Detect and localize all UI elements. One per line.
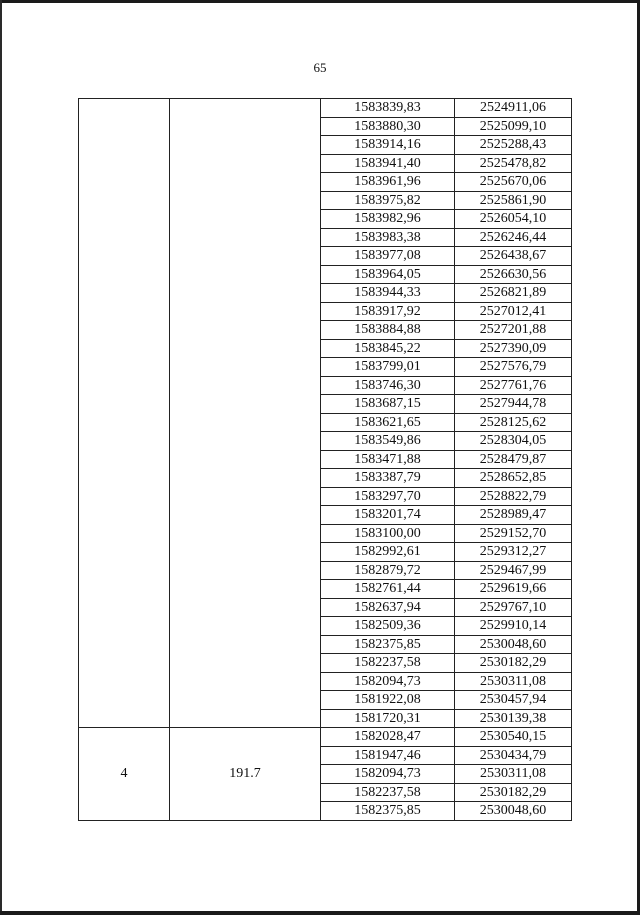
x-coordinate-cell: 1583297,70 <box>321 487 455 506</box>
y-coordinate-cell: 2530048,60 <box>455 802 572 821</box>
x-coordinate-cell: 1583746,30 <box>321 376 455 395</box>
y-coordinate-cell: 2526438,67 <box>455 247 572 266</box>
y-coordinate-cell: 2528304,05 <box>455 432 572 451</box>
table-row <box>79 728 572 747</box>
y-coordinate-cell: 2525478,82 <box>455 154 572 173</box>
x-coordinate-cell: 1582028,47 <box>321 728 455 747</box>
y-coordinate-cell: 2529767,10 <box>455 598 572 617</box>
x-coordinate-cell: 1582992,61 <box>321 543 455 562</box>
y-coordinate-cell: 2530311,08 <box>455 672 572 691</box>
scan-border-top <box>0 0 640 3</box>
x-coordinate-cell: 1582094,73 <box>321 672 455 691</box>
x-coordinate-cell: 1583964,05 <box>321 265 455 284</box>
x-coordinate-cell: 1583100,00 <box>321 524 455 543</box>
x-coordinate-cell: 1583549,86 <box>321 432 455 451</box>
y-coordinate-cell: 2529312,27 <box>455 543 572 562</box>
x-coordinate-cell: 1581720,31 <box>321 709 455 728</box>
x-coordinate-cell: 1583839,83 <box>321 99 455 118</box>
y-coordinate-cell: 2524911,06 <box>455 99 572 118</box>
x-coordinate-cell: 1582237,58 <box>321 654 455 673</box>
x-coordinate-cell: 1583880,30 <box>321 117 455 136</box>
x-coordinate-cell: 1583944,33 <box>321 284 455 303</box>
x-coordinate-cell: 1581922,08 <box>321 691 455 710</box>
y-coordinate-cell: 2527390,09 <box>455 339 572 358</box>
y-coordinate-cell: 2525099,10 <box>455 117 572 136</box>
x-coordinate-cell: 1582879,72 <box>321 561 455 580</box>
page-number: 65 <box>313 60 327 75</box>
y-coordinate-cell: 2526054,10 <box>455 210 572 229</box>
x-coordinate-cell: 1582375,85 <box>321 802 455 821</box>
scan-border-bottom <box>0 911 640 915</box>
x-coordinate-cell: 1582761,44 <box>321 580 455 599</box>
y-coordinate-cell: 2525670,06 <box>455 173 572 192</box>
x-coordinate-cell: 1583845,22 <box>321 339 455 358</box>
x-coordinate-cell: 1583914,16 <box>321 136 455 155</box>
y-coordinate-cell: 2530139,38 <box>455 709 572 728</box>
y-coordinate-cell: 2529619,66 <box>455 580 572 599</box>
y-coordinate-cell: 2528479,87 <box>455 450 572 469</box>
y-coordinate-cell: 2530048,60 <box>455 635 572 654</box>
y-coordinate-cell: 2529152,70 <box>455 524 572 543</box>
x-coordinate-cell: 1583799,01 <box>321 358 455 377</box>
y-coordinate-cell: 2526246,44 <box>455 228 572 247</box>
y-coordinate-cell: 2527201,88 <box>455 321 572 340</box>
y-coordinate-cell: 2530540,15 <box>455 728 572 747</box>
x-coordinate-cell: 1583884,88 <box>321 321 455 340</box>
y-coordinate-cell: 2526630,56 <box>455 265 572 284</box>
x-coordinate-cell: 1583471,88 <box>321 450 455 469</box>
x-coordinate-cell: 1583201,74 <box>321 506 455 525</box>
y-coordinate-cell: 2528822,79 <box>455 487 572 506</box>
scan-border-left <box>0 0 2 915</box>
x-coordinate-cell: 1583977,08 <box>321 247 455 266</box>
coordinates-table <box>78 98 572 821</box>
y-coordinate-cell: 2530457,94 <box>455 691 572 710</box>
x-coordinate-cell: 1583941,40 <box>321 154 455 173</box>
y-coordinate-cell: 2529910,14 <box>455 617 572 636</box>
x-coordinate-cell: 1583687,15 <box>321 395 455 414</box>
x-coordinate-cell: 1583387,79 <box>321 469 455 488</box>
x-coordinate-cell: 1583982,96 <box>321 210 455 229</box>
x-coordinate-cell: 1583961,96 <box>321 173 455 192</box>
y-coordinate-cell: 2530311,08 <box>455 765 572 784</box>
y-coordinate-cell: 2525288,43 <box>455 136 572 155</box>
group-value-cell: 191.7 <box>170 728 321 821</box>
group-id-cell: 4 <box>79 728 170 821</box>
x-coordinate-cell: 1583917,92 <box>321 302 455 321</box>
y-coordinate-cell: 2527012,41 <box>455 302 572 321</box>
x-coordinate-cell: 1582094,73 <box>321 765 455 784</box>
y-coordinate-cell: 2528989,47 <box>455 506 572 525</box>
y-coordinate-cell: 2530182,29 <box>455 783 572 802</box>
x-coordinate-cell: 1582237,58 <box>321 783 455 802</box>
y-coordinate-cell: 2527576,79 <box>455 358 572 377</box>
group-id-cell-empty <box>79 99 170 728</box>
y-coordinate-cell: 2527761,76 <box>455 376 572 395</box>
y-coordinate-cell: 2530434,79 <box>455 746 572 765</box>
x-coordinate-cell: 1583621,65 <box>321 413 455 432</box>
x-coordinate-cell: 1582637,94 <box>321 598 455 617</box>
y-coordinate-cell: 2528125,62 <box>455 413 572 432</box>
table-row <box>79 99 572 118</box>
y-coordinate-cell: 2529467,99 <box>455 561 572 580</box>
y-coordinate-cell: 2525861,90 <box>455 191 572 210</box>
group-value-cell-empty <box>170 99 321 728</box>
y-coordinate-cell: 2530182,29 <box>455 654 572 673</box>
x-coordinate-cell: 1583983,38 <box>321 228 455 247</box>
y-coordinate-cell: 2527944,78 <box>455 395 572 414</box>
x-coordinate-cell: 1581947,46 <box>321 746 455 765</box>
y-coordinate-cell: 2526821,89 <box>455 284 572 303</box>
x-coordinate-cell: 1582375,85 <box>321 635 455 654</box>
x-coordinate-cell: 1583975,82 <box>321 191 455 210</box>
x-coordinate-cell: 1582509,36 <box>321 617 455 636</box>
coordinates-table-body <box>79 99 572 821</box>
y-coordinate-cell: 2528652,85 <box>455 469 572 488</box>
